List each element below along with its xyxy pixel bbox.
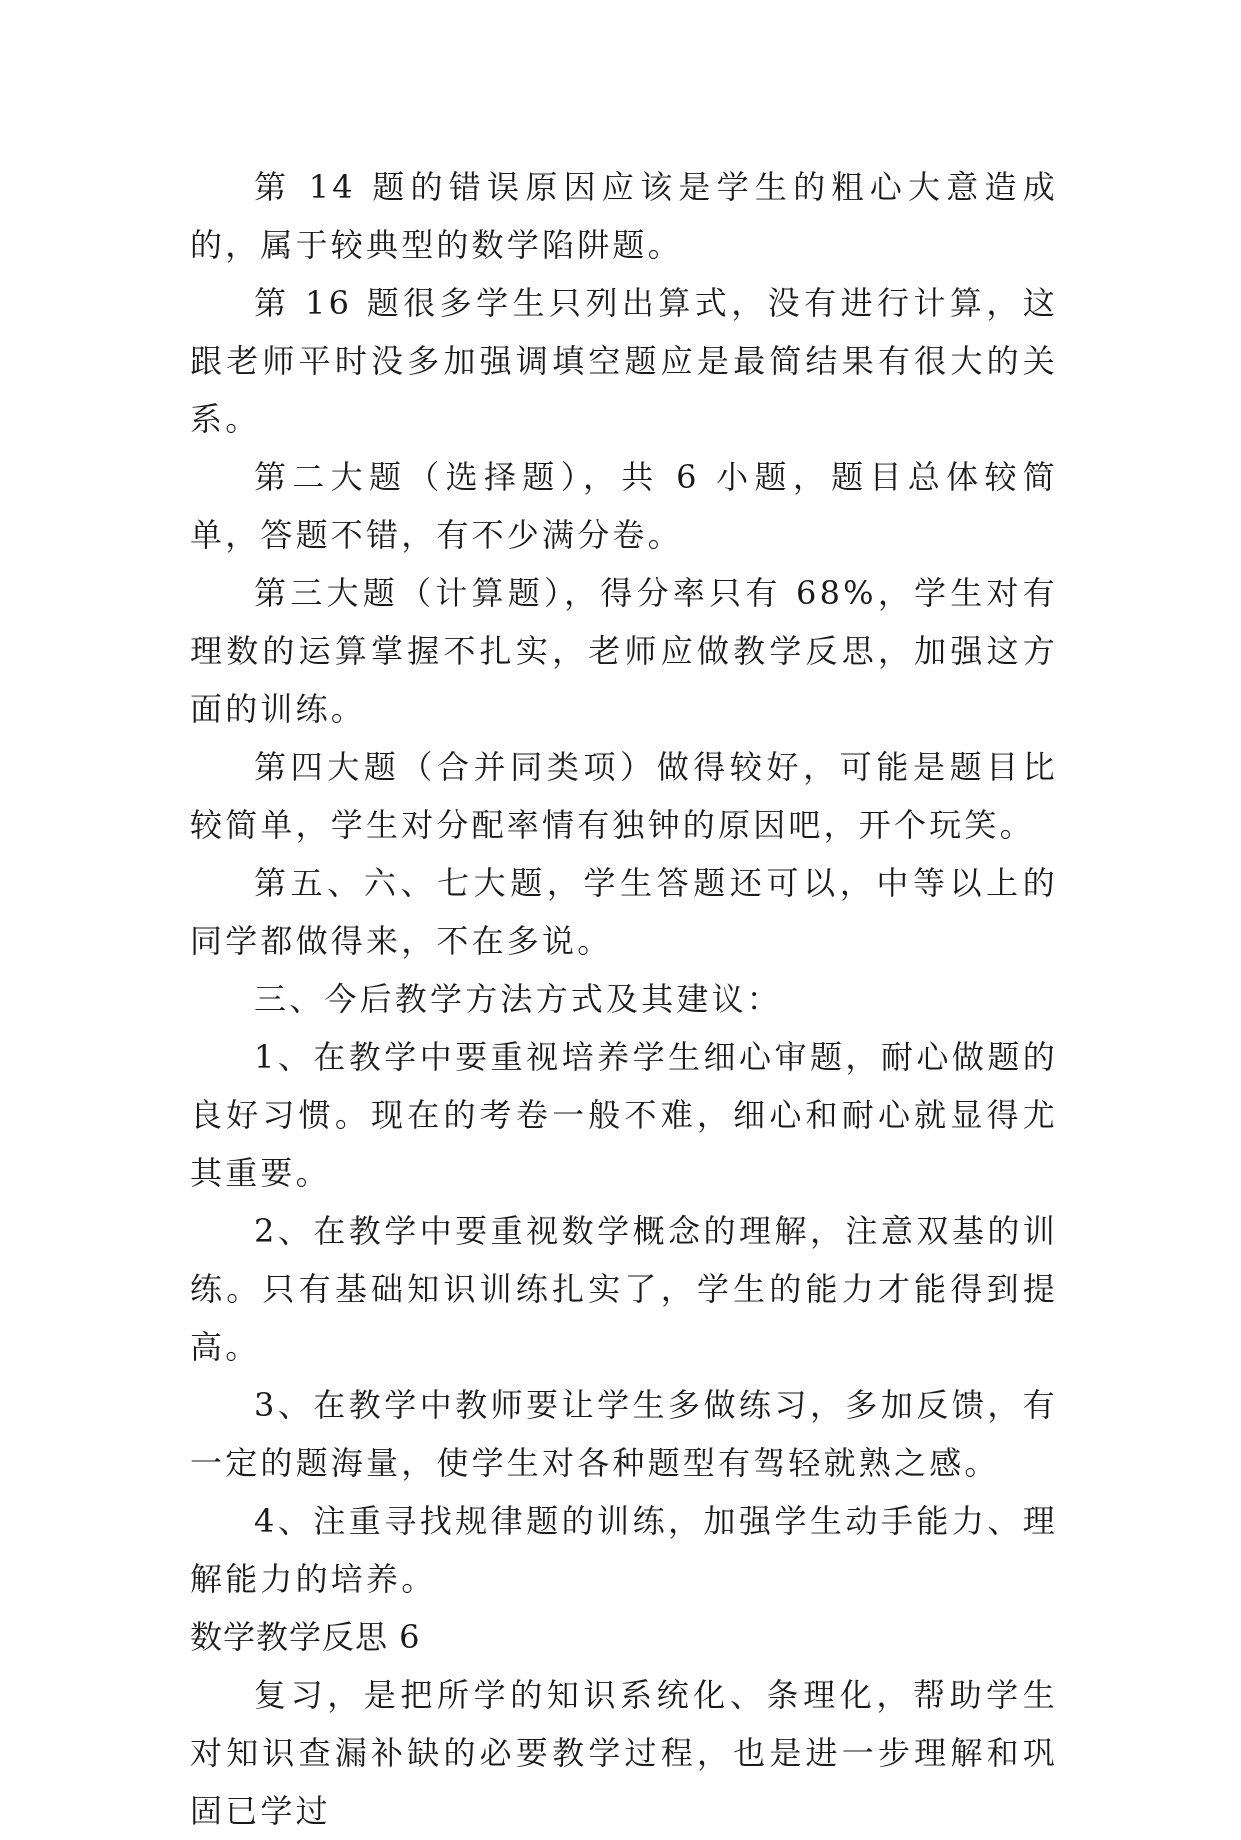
article-title: 数学教学反思 6 xyxy=(190,1618,421,1656)
paragraph-section3-analysis: 第三大题（计算题），得分率只有 68%，学生对有理数的运算掌握不扎实，老师应做教学反思，加强这方面的训练。 xyxy=(190,574,1058,728)
paragraph-review-intro: 复习，是把所学的知识系统化、条理化，帮助学生对知识查漏补缺的必要教学过程，也是进一步理解和巩固已学过 xyxy=(190,1676,1058,1830)
suggestion-item-3: 3、在教学中教师要让学生多做练习，多加反馈，有一定的题海量，使学生对各种题型有驾轻就熟之感。 xyxy=(190,1386,1058,1482)
section-heading-suggestions: 三、今后教学方法方式及其建议： xyxy=(254,980,783,1018)
suggestion-item-2: 2、在教学中要重视数学概念的理解，注意双基的训练。只有基础知识训练扎实了，学生的能力才能得到提高。 xyxy=(190,1212,1058,1366)
paragraph-q16-analysis: 第 16 题很多学生只列出算式，没有进行计算，这跟老师平时没多加强调填空题应是最简结果有很大的关系。 xyxy=(190,284,1058,438)
suggestion-item-1: 1、在教学中要重视培养学生细心审题，耐心做题的良好习惯。现在的考卷一般不难，细心和耐心就显得尤其重要。 xyxy=(190,1038,1058,1192)
paragraph-section2-analysis: 第二大题（选择题），共 6 小题，题目总体较简单，答题不错，有不少满分卷。 xyxy=(190,458,1058,554)
paragraph-q14-analysis: 第 14 题的错误原因应该是学生的粗心大意造成的，属于较典型的数学陷阱题。 xyxy=(190,168,1058,264)
paragraph-section4-analysis: 第四大题（合并同类项）做得较好，可能是题目比较简单，学生对分配率情有独钟的原因吧，开个玩笑。 xyxy=(190,748,1058,844)
paragraph-section5-7-analysis: 第五、六、七大题，学生答题还可以，中等以上的同学都做得来，不在多说。 xyxy=(190,864,1058,960)
suggestion-item-4: 4、注重寻找规律题的训练，加强学生动手能力、理解能力的培养。 xyxy=(190,1502,1058,1598)
document-body xyxy=(190,158,1058,1840)
